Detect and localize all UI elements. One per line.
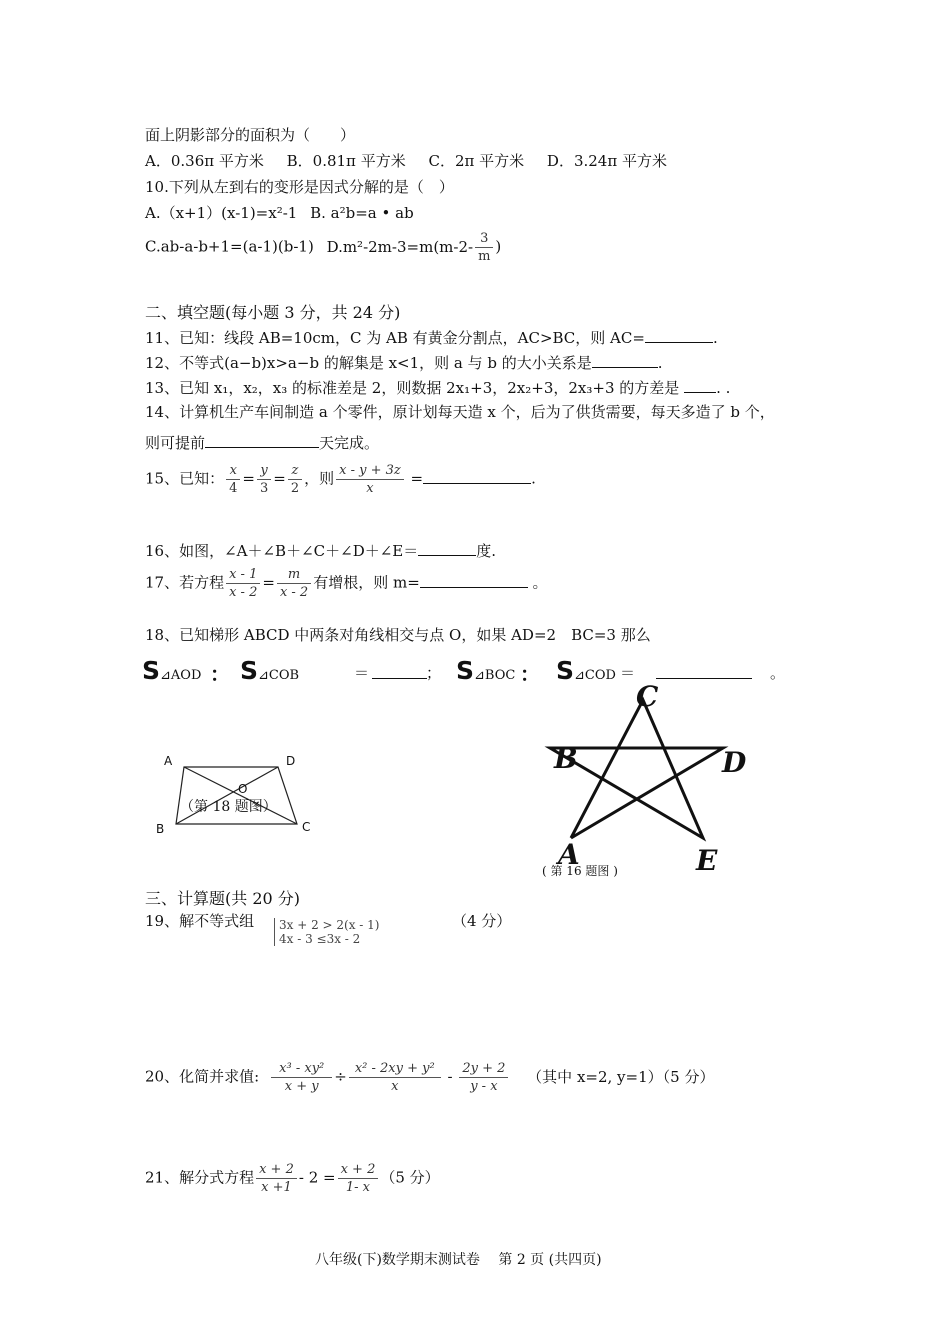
q15-fraction-z2: $\frac{z}{2}$ <box>288 462 302 497</box>
q10-option-a: A.（x+1）(x-1)=x²-1 <box>145 204 298 222</box>
q20-fraction-3: $\frac{2y + 2}{y - x}$ <box>459 1060 508 1095</box>
q21-mid: - 2 = <box>298 1168 336 1187</box>
q14-line1: 14、计算机生产车间制造 a 个零件，原计划每天造 x 个，后为了供货需要，每天多造了 b 个， <box>145 403 775 421</box>
q18-equals-1: ＝ <box>354 664 370 682</box>
q21-prefix: 21、解分式方程 <box>145 1168 255 1187</box>
q20-condition: （其中 x=2, y=1）（5 分） <box>527 1067 715 1086</box>
q13 <box>145 377 730 398</box>
fig18-label-a: A <box>164 754 173 768</box>
q19-prefix: 19、解不等式组 <box>145 912 255 930</box>
q15-prefix: 15、已知： <box>145 469 225 488</box>
q21-score: （5 分） <box>380 1168 440 1187</box>
q10-ab <box>145 202 414 223</box>
page-footer: 八年级(下)数学期末测试卷 第 2 页 (共四页) <box>315 1252 602 1268</box>
q9-option-c: C．2π 平方米 <box>428 152 525 170</box>
fig16-label-c: C <box>636 680 659 713</box>
q16-text: 16、如图，∠A＋∠B＋∠C＋∠D＋∠E＝ <box>145 542 419 560</box>
q19 <box>145 910 254 931</box>
q20-divide: ÷ <box>334 1067 347 1086</box>
q20-prefix: 20、化简并求值: <box>145 1067 260 1086</box>
q10-cd <box>145 230 501 265</box>
q18-end: 。 <box>770 664 786 682</box>
q20-fraction-2: $\frac{\text{x² - 2xy + y²}}{x}$ <box>349 1060 441 1095</box>
q11-answer-blank[interactable] <box>645 328 713 343</box>
q19-inequality-system: 3x + 2 > 2(x - 1) 4x - 3 ≤3x - 2 <box>274 918 380 946</box>
q15-fraction-x4: $\frac{x}{4}$ <box>226 462 240 497</box>
q18-ratio-aod: S⊿AOD <box>142 656 202 685</box>
q12 <box>145 352 663 373</box>
section-2-title: 二、填空题(每小题 3 分，共 24 分) <box>145 303 401 322</box>
fig18-caption: （第 18 题图） <box>180 799 277 815</box>
q18: 18、已知梯形 ABCD 中两条对角线相交与点 O，如果 AD=2 BC=3 那么 <box>145 626 651 644</box>
fig16-label-b: B <box>554 742 578 775</box>
q17-fraction-left: $\frac{x - 1}{x - 2}$ <box>226 566 260 601</box>
section-3-title: 三、计算题(共 20 分) <box>145 889 301 908</box>
fig18-label-d: D <box>286 754 296 768</box>
q18-answer-blank-2[interactable] <box>656 664 752 679</box>
q15-fraction-expression: $\frac{x - y + 3z}{x}$ <box>336 462 404 497</box>
q14-prefix: 则可提前 <box>145 434 206 452</box>
q14-suffix: 天完成。 <box>319 434 380 452</box>
q18-equals-2: ＝ <box>620 664 636 682</box>
fig16-label-d: D <box>722 746 747 779</box>
q15-fraction-y3: $\frac{y}{3}$ <box>257 462 271 497</box>
q10-option-d-close: ) <box>495 237 502 256</box>
q14-answer-blank[interactable] <box>205 433 319 448</box>
q18-ratio-boc: S⊿BOC <box>456 656 516 685</box>
fig16-caption: ( 第 16 题图 ) <box>542 864 618 878</box>
q21-fraction-left: $\frac{x + 2}{x +1}$ <box>256 1161 297 1196</box>
q12-end: . <box>657 354 663 372</box>
q19-score: （4 分） <box>452 912 512 930</box>
q12-answer-blank[interactable] <box>592 353 658 368</box>
fig18-label-b: B <box>156 822 165 836</box>
q9-option-b: B．0.81π 平方米 <box>286 152 406 170</box>
q10-option-d: D.m²-2m-3=m(m-2- <box>326 237 474 256</box>
q20 <box>145 1060 714 1095</box>
q11-text: 11、已知：线段 AB=10cm，C 为 AB 有黄金分割点，AC>BC，则 AC= <box>145 329 645 347</box>
q15-equals: = <box>410 469 424 488</box>
q11 <box>145 327 718 348</box>
q15-end: . <box>531 469 536 488</box>
q9-tail: 面上阴影部分的面积为（ ） <box>145 126 356 144</box>
q13-answer-blank[interactable] <box>684 378 716 393</box>
q16-answer-blank[interactable] <box>418 541 476 556</box>
q14-line2 <box>145 432 379 453</box>
q17-end: 。 <box>532 573 548 592</box>
fig16-label-e: E <box>696 844 718 877</box>
figure-18-trapezoid <box>150 750 330 840</box>
q15-mid: ，则 <box>304 469 335 488</box>
q20-fraction-1: $\frac{\text{x³ - xy²}}{x + y}$ <box>271 1060 332 1095</box>
q18-semicolon: ； <box>426 664 442 682</box>
q17 <box>145 566 548 601</box>
q13-text: 13、已知 x₁，x₂，x₃ 的标准差是 2，则数据 2x₁+3，2x₂+3，2x₃+3 的方差是 <box>145 379 680 397</box>
q10-option-c: C.ab-a-b+1=(a-1)(b-1) <box>145 237 314 256</box>
q20-minus: - <box>447 1067 453 1086</box>
q13-end: . . <box>716 379 731 397</box>
fig18-label-c: C <box>302 820 311 834</box>
q19-system <box>268 918 380 946</box>
q9-option-d: D．3.24π 平方米 <box>546 152 667 170</box>
q17-answer-blank[interactable] <box>420 573 528 588</box>
q9-options <box>145 150 667 171</box>
q18-ratio-cod: S⊿COD <box>556 656 616 685</box>
q18-answer-blank-1[interactable] <box>372 664 427 679</box>
q21-fraction-right: $\frac{x + 2}{1- x}$ <box>338 1161 379 1196</box>
q17-equals: = <box>262 573 275 592</box>
q10-option-b: B. a²b=a • ab <box>310 204 414 222</box>
q17-mid: 有增根，则 m= <box>313 573 420 592</box>
figure-16-star <box>540 680 770 880</box>
q16 <box>145 540 496 561</box>
q18-colon-1: ： <box>210 662 230 686</box>
q15-answer-blank[interactable] <box>423 469 531 484</box>
q10-stem: 10.下列从左到右的变形是因式分解的是（ ） <box>145 178 454 196</box>
q17-prefix: 17、若方程 <box>145 573 225 592</box>
q18-colon-2: ： <box>520 662 540 686</box>
q11-end: . <box>712 329 718 347</box>
q18-ratio-cob: S⊿COB <box>240 656 300 685</box>
q10-option-d-fraction: $\frac{3}{m}$ <box>475 230 493 265</box>
fig18-label-o: O <box>238 782 248 796</box>
q15: 15、已知： $\frac{x}{4}$ = $\frac{y}{3}$ = $\frac{z}{2}$ ，则 $\frac{x - y + 3z}{x}$ = . <box>145 463 536 496</box>
q16-end: 度. <box>476 542 497 560</box>
fig16-label-a: A <box>558 838 580 871</box>
q17-fraction-right: $\frac{m}{x - 2}$ <box>277 566 311 601</box>
q12-text: 12、不等式(a−b)x>a−b 的解集是 x<1，则 a 与 b 的大小关系是 <box>145 354 592 372</box>
q9-option-a: A．0.36π 平方米 <box>145 152 264 170</box>
q21 <box>145 1161 440 1196</box>
